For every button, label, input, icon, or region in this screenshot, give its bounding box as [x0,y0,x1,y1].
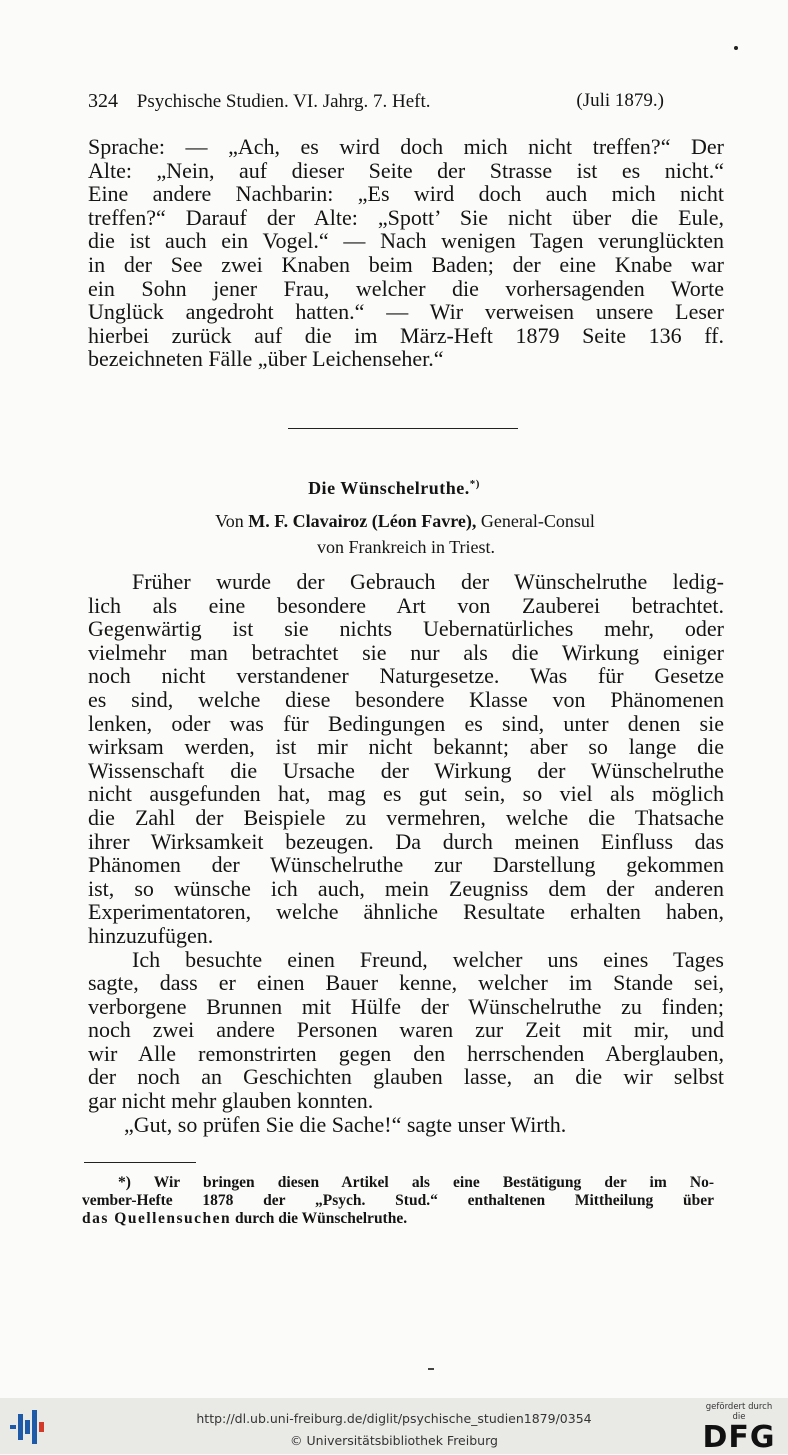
text-line: in der See zwei Knaben beim Baden; der eine Knabe war [88,251,724,277]
issue-date: (Juli 1879.) [576,90,664,111]
text-line: es sind, welche diese besondere Klasse von Phänomenen [88,686,724,712]
running-header [88,90,728,113]
footnote-line [82,1210,714,1228]
text-line: sagte, dass er einen Bauer kenne, welcher im Stande sei, [88,970,724,996]
page-number: 324 [88,90,118,112]
scan-speck [734,46,738,50]
text-line: noch zwei andere Personen waren zur Zeit mit mir, und [88,1017,724,1043]
byline [0,511,788,532]
text-line: die Zahl der Beispiele zu vermehren, welche die Thatsache [88,804,724,830]
text-line: die ist auch ein Vogel.“ — Nach wenigen Tagen verunglückten [88,228,724,254]
copyright-notice: © Universitätsbibliothek Freiburg [290,1433,498,1448]
footnote-text: *) Wir bringen diesen Artikel als eine Bestätigung der im No- [118,1174,714,1191]
section-divider [288,428,518,429]
text-line: „Gut, so prüfen Sie die Sache!“ sagte unser Wirth. [124,1111,567,1137]
journal-title: Psychische Studien. VI. Jahrg. 7. Heft. [136,91,431,112]
dfg-funding-note: gefördert durch die [705,1402,773,1422]
text-line: bezeichneten Fälle „über Leichenseher.“ [88,346,444,372]
text-line: wirksam werden, ist mir nicht bekannt; aber so lange die [88,734,724,760]
text-line: vielmehr man betrachtet sie nur als die Wirkung einiger [88,639,724,665]
text-line: nicht ausgefunden hat, mag es gut sein, so viel als möglich [88,781,724,807]
footnote-emphasis: das Quellensuchen [82,1210,232,1227]
footnote-line: vember-Hefte 1878 der „Psych. Stud.“ enthaltenen Mittheilung über [82,1192,714,1209]
dfg-logo [698,1402,780,1455]
article-footnote-mark: *) [469,478,480,490]
text-line: ist, so wünsche ich auch, mein Zeugniss dem der anderen [88,875,724,901]
author-role: General-Consul [480,511,595,531]
text-line: Eine andere Nachbarin: „Es wird doch auch mich nicht [88,181,724,207]
permalink-url[interactable]: http://dl.ub.uni-freiburg.de/diglit/psychische_studien1879/0354 [196,1411,592,1426]
text-line: Ich besuchte einen Freund, welcher uns eines Tages [132,946,724,972]
text-line: lenken, oder was für Bedingungen es sind, unter denen sie [88,710,724,736]
text-line: verborgene Brunnen mit Hülfe der Wünschelruthe zu finden; [88,993,724,1019]
text-line: hinzuzufügen. [88,922,214,948]
text-line: noch nicht verstandener Naturgesetze. Was für Gesetze [88,663,724,689]
byline-prefix: Von [215,511,244,531]
text-line: wir Alle remonstrirten gegen den herrschenden Aberglauben, [88,1040,724,1066]
author-name: M. F. Clavairoz (Léon Favre), [248,511,477,531]
footnote [82,1174,714,1228]
text-line: lich als eine besondere Art von Zauberei betrachtet. [88,592,724,618]
text-line: Gegenwärtig ist sie nichts Uebernatürliches mehr, oder [88,616,724,642]
scan-speck [428,1368,434,1370]
digital-library-footer [0,1398,788,1454]
dfg-logo-icon: DFG [702,1420,776,1455]
text-line: Früher wurde der Gebrauch der Wünschelruthe ledig- [132,569,724,594]
article-title [0,478,788,499]
author-place: von Frankreich in Triest. [317,537,495,557]
text-line: Experimentatoren, welche ähnliche Resultate erhalten haben, [88,899,724,925]
article-title-text: Die Wünschelruthe. [308,478,470,498]
text-line: Alte: „Nein, auf dieser Seite der Strasse ist es nicht.“ [88,157,724,183]
footnote-text: durch die Wünschelruthe. [231,1210,408,1227]
text-line: Wissenschaft die Ursache der Wirkung der Wünschelruthe [88,757,724,783]
text-line: treffen?“ Darauf der Alte: „Spott’ Sie nicht über die Eule, [88,204,724,230]
text-line: ein Sohn jener Frau, welcher die vorhersagenden Worte [88,275,724,301]
text-line: gar nicht mehr glauben konnten. [88,1088,374,1114]
text-line: der noch an Geschichten glauben lasse, an die wir selbst [88,1064,724,1090]
article-body [88,570,724,1136]
text-line: Unglück angedroht hatten.“ — Wir verweisen unsere Leser [88,299,724,325]
text-line: ihrer Wirksamkeit bezeugen. Da durch meinen Einfluss das [88,828,724,854]
text-line: hierbei zurück auf die im März-Heft 1879 Seite 136 ff. [88,322,724,348]
footnote-rule [84,1162,196,1163]
text-line: Sprache: — „Ach, es wird doch mich nicht treffen?“ Der [88,134,724,159]
text-line: Phänomen der Wünschelruthe zur Darstellung gekommen [88,852,724,878]
footnote-line [82,1174,714,1192]
continued-text [88,135,724,371]
